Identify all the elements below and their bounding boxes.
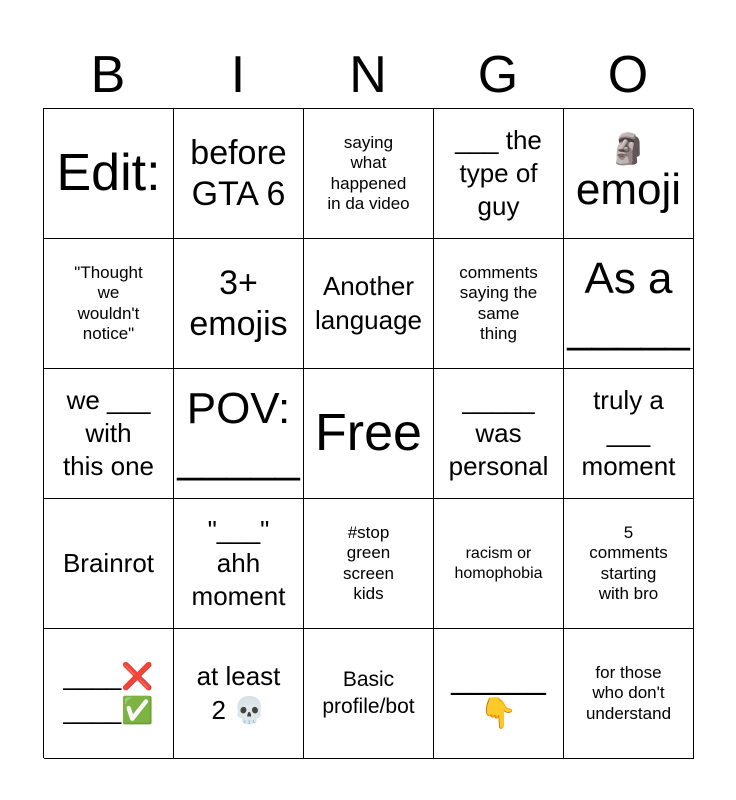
cell-text: before GTA 6 (190, 134, 287, 213)
cell-text: for those who don't understand (585, 663, 672, 723)
cell-text: 3+ emojis (189, 264, 288, 343)
cell-text: comments saying the same thing (459, 263, 538, 343)
cell-text: emoji (575, 164, 682, 214)
cell-text: Basic profile/bot (322, 668, 415, 718)
bingo-cell-r0c3[interactable] (434, 109, 564, 239)
cell-text: "___" ahh moment (191, 514, 286, 612)
cell-text: As a _____ (567, 254, 690, 352)
bingo-cell-r4c4[interactable] (564, 629, 694, 759)
bingo-cell-r0c1[interactable] (174, 109, 304, 239)
bingo-cell-r4c1[interactable] (174, 629, 304, 759)
bingo-cell-r1c4[interactable] (564, 239, 694, 369)
cell-text: _____ was personal (448, 384, 549, 482)
header-letter-i: I (230, 46, 246, 104)
cell-text: #stop green screen kids (342, 523, 395, 603)
bingo-cell-r1c2[interactable] (304, 239, 434, 369)
bingo-cell-r2c1[interactable] (174, 369, 304, 499)
cell-text: _____ (451, 657, 546, 696)
header-letter-n: N (349, 46, 387, 104)
bingo-cell-r1c3[interactable] (434, 239, 564, 369)
cell-text: Brainrot (62, 547, 155, 578)
bingo-cell-r0c0[interactable] (44, 109, 174, 239)
cell-text: 5 comments starting with bro (589, 523, 668, 603)
bingo-cell-r2c2[interactable] (304, 369, 434, 499)
bingo-header (43, 42, 693, 108)
bingo-cell-r2c4[interactable] (564, 369, 694, 499)
cell-text: POV: _____ (177, 384, 300, 482)
pointing-down-icon: 👇 (479, 697, 518, 731)
moai-emoji-icon: 🗿 (609, 132, 648, 166)
bingo-cell-r4c2[interactable] (304, 629, 434, 759)
free-space: Free (315, 403, 422, 462)
cell-text: Another language (315, 271, 422, 335)
header-letter-g: G (477, 46, 519, 104)
cell-text: racism or homophobia (454, 545, 543, 582)
bingo-cell-r3c3[interactable] (434, 499, 564, 629)
header-letter-o: O (607, 46, 649, 104)
bingo-board (43, 108, 693, 758)
cell-text: Edit: (56, 143, 161, 202)
cell-text: ____❌ ____✅ (63, 661, 154, 725)
bingo-cell-r3c0[interactable] (44, 499, 174, 629)
cell-text: ___ the type of guy (455, 124, 542, 222)
bingo-cell-r4c0[interactable] (44, 629, 174, 759)
bingo-cell-r3c4[interactable] (564, 499, 694, 629)
cell-text: truly a ___ moment (581, 384, 676, 482)
bingo-cell-r4c3[interactable] (434, 629, 564, 759)
bingo-cell-r0c4[interactable] (564, 109, 694, 239)
cell-text: at least 2 💀 (196, 661, 281, 725)
bingo-cell-r1c0[interactable] (44, 239, 174, 369)
bingo-cell-r2c3[interactable] (434, 369, 564, 499)
bingo-cell-r2c0[interactable] (44, 369, 174, 499)
cell-text: "Thought we wouldn't notice" (74, 263, 143, 343)
bingo-cell-r3c2[interactable] (304, 499, 434, 629)
bingo-cell-r0c2[interactable] (304, 109, 434, 239)
cell-text: we ___ with this one (62, 384, 155, 482)
cell-text: saying what happened in da video (327, 133, 410, 213)
bingo-cell-r1c1[interactable] (174, 239, 304, 369)
bingo-cell-r3c1[interactable] (174, 499, 304, 629)
header-letter-b: B (90, 46, 126, 104)
